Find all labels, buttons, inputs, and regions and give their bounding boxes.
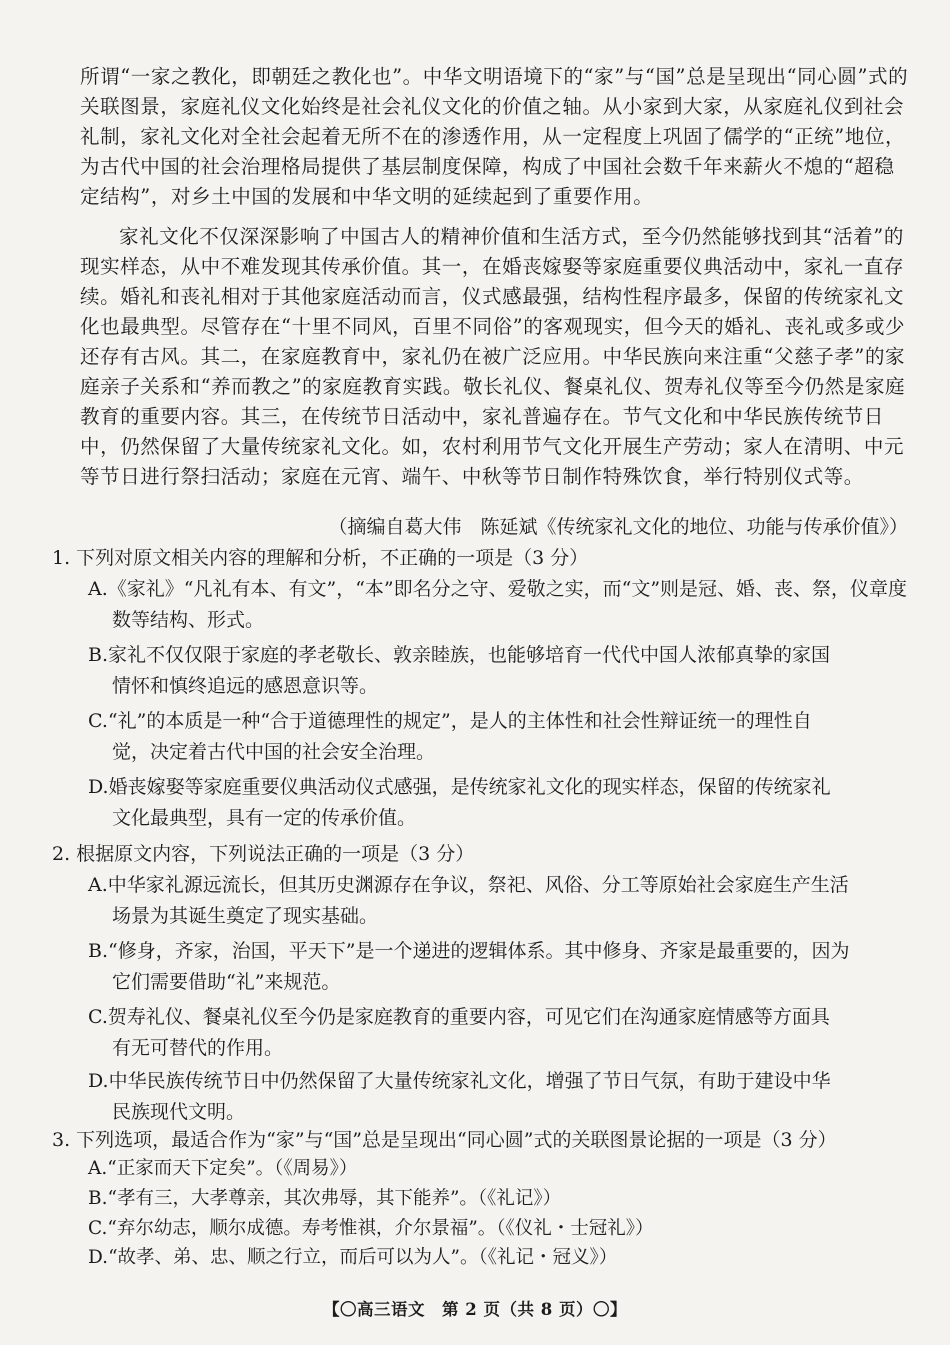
option-label: D. — [88, 1247, 109, 1268]
question-1-option-b — [88, 640, 908, 702]
question-2-option-a — [88, 870, 908, 932]
option-text: “弃尔幼志，顺尔成德。寿考惟祺，介尔景福”。（《仪礼・士冠礼》） — [107, 1218, 654, 1239]
option-text: “礼”的本质是一种“合于道德理性的规定”，是人的主体性和社会性辩证统一的理性自 — [107, 710, 812, 732]
option-label: A. — [88, 578, 108, 600]
option-text-continued: 数等结构、形式。 — [112, 609, 265, 631]
passage-paragraph-2: 家礼文化不仅深深影响了中国古人的精神价值和生活方式，至今仍然能够找到其“活着”的现实样态，从中不难发现其传承价值。其一，在婚丧嫁娶等家庭重要仪典活动中，家礼一直存续。婚礼和丧礼相对于其他家庭活动而言，仪式感最强，结构性程序最多，保留的传统家礼文化也最典型。尽管存在“十里不同风，百里不同俗”的客观现实，但今天的婚礼、丧礼或多或少还存有古风。其二，在家庭教育中，家礼仍在被广泛应用。中华民族向来注重“父慈子孝”的家庭亲子关系和“养而教之”的家庭教育实践。敬长礼仪、餐桌礼仪、贺寿礼仪等至今仍然是家庭教育的重要内容。其三，在传统节日活动中，家礼普遍存在。节气文化和中华民族传统节日中，仍然保留了大量传统家礼文化。如，农村利用节气文化开展生产劳动；家人在清明、中元等节日进行祭扫活动；家庭在元宵、端午、中秋等节日制作特殊饮食，举行特别仪式等。 — [80, 225, 906, 488]
question-3-stem: 3. 下列选项，最适合作为“家”与“国”总是呈现出“同心圆”式的关联图景论据的一项是（3 分） — [52, 1129, 837, 1151]
option-text: 中华家礼源远流长，但其历史渊源存在争议，祭祀、风俗、分工等原始社会家庭生产生活 — [107, 874, 849, 896]
question-1-stem: 1. 下列对原文相关内容的理解和分析，不正确的一项是（3 分） — [52, 547, 589, 569]
question-2-option-b — [88, 936, 908, 998]
option-text-continued: 场景为其诞生奠定了现实基础。 — [112, 905, 379, 927]
question-2-stem: 2. 根据原文内容，下列说法正确的一项是（3 分） — [52, 843, 475, 865]
option-text-continued: 有无可替代的作用。 — [112, 1037, 284, 1059]
option-text-continued: 文化最典型，具有一定的传承价值。 — [112, 807, 417, 829]
question-3-option-c — [88, 1216, 654, 1242]
option-text: 贺寿礼仪、餐桌礼仪至今仍是家庭教育的重要内容，可见它们在沟通家庭情感等方面具 — [107, 1006, 830, 1028]
option-text: “修身，齐家，治国，平天下”是一个递进的逻辑体系。其中修身、齐家是最重要的，因为 — [108, 940, 850, 962]
option-text: 《家礼》“凡礼有本、有文”，“本”即名分之守、爱敬之实，而“文”则是冠、婚、丧、祭，仪章度 — [107, 578, 908, 600]
question-3-option-b — [88, 1186, 561, 1212]
question-3-option-d — [88, 1245, 617, 1271]
option-label: C. — [88, 710, 108, 732]
option-label: C. — [88, 1218, 108, 1239]
option-label: C. — [88, 1006, 108, 1028]
option-text-continued: 民族现代文明。 — [112, 1101, 246, 1123]
passage-paragraph-1: 所谓“一家之教化，即朝廷之教化也”。中华文明语境下的“家”与“国”总是呈现出“同心圆”式的关联图景，家庭礼仪文化始终是社会礼仪文化的价值之轴。从小家到大家，从家庭礼仪到社会礼制，家礼文化对全社会起着无所不在的渗透作用，从一定程度上巩固了儒学的“正统”地位，为古代中国的社会治理格局提供了基层制度保障，构成了中国社会数千年来薪火不熄的“超稳定结构”，对乡土中国的发展和中华文明的延续起到了重要作用。 — [80, 65, 909, 208]
option-label: D. — [88, 1070, 109, 1092]
option-text-continued: 情怀和慎终追远的感恩意识等。 — [112, 675, 379, 697]
option-label: B. — [88, 644, 109, 666]
question-3-option-a — [88, 1156, 357, 1182]
question-1-option-d — [88, 772, 908, 834]
option-text: “故孝、弟、忠、顺之行立，而后可以为人”。（《礼记・冠义》） — [108, 1247, 618, 1268]
option-label: A. — [88, 874, 108, 896]
option-text: “正家而天下定矣”。（《周易》） — [107, 1158, 358, 1179]
option-text: 中华民族传统节日中仍然保留了大量传统家礼文化，增强了节日气氛，有助于建设中华 — [108, 1070, 831, 1092]
option-text: 家礼不仅仅限于家庭的孝老敬长、敦亲睦族，也能够培育一代代中国人浓郁真挚的家国 — [108, 644, 831, 666]
option-label: D. — [88, 776, 109, 798]
option-label: B. — [88, 940, 109, 962]
option-label: B. — [88, 1188, 108, 1209]
option-label: A. — [88, 1158, 108, 1179]
question-1-option-a — [88, 574, 908, 636]
option-text: “孝有三，大孝尊亲，其次弗辱，其下能养”。（《礼记》） — [107, 1188, 562, 1209]
page-footer: 【〇高三语文 第 2 页（共 8 页）〇】 — [323, 1300, 627, 1319]
question-1-option-c — [88, 706, 908, 768]
option-text: 婚丧嫁娶等家庭重要仪典活动仪式感强，是传统家礼文化的现实样态，保留的传统家礼 — [108, 776, 831, 798]
question-2-option-c — [88, 1002, 908, 1064]
option-text-continued: 觉，决定着古代中国的社会安全治理。 — [112, 741, 436, 763]
option-text-continued: 它们需要借助“礼”来规范。 — [112, 971, 341, 993]
question-2-option-d — [88, 1066, 908, 1128]
passage-source: （摘编自葛大伟 陈延斌《传统家礼文化的地位、功能与传承价值》） — [328, 516, 908, 538]
